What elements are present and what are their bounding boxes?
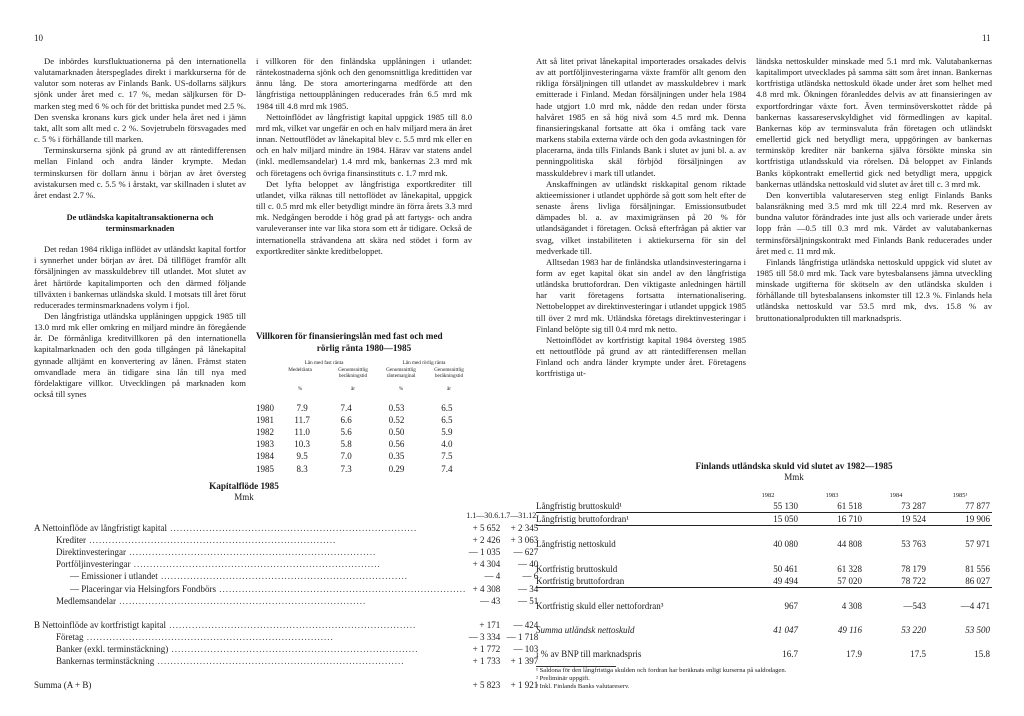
table-row [536, 500, 992, 513]
row-label: Medlemsandelar [56, 595, 116, 606]
table-cell: 5.8 [340, 439, 352, 450]
table-cell: + 5 652 [472, 523, 501, 534]
table-cell: 8.3 [296, 463, 308, 474]
debt-table-unit: Mmk [784, 472, 804, 482]
column-header: Medelränta [288, 367, 312, 373]
table-cell: 7.0 [340, 451, 352, 462]
unit-label: år [446, 386, 452, 392]
paragraph: ländska nettoskulder minskade med 5.1 mrd mk. Valutabankernas kapitalimport utvecklades på samma sätt som året innan. Bankernas kortfristiga utländska nettoskuld ökade under året som helhet med 4.8 mrd mk. Ökningen föranleddes delvis av att finansieringen av exportfordringar växte fort. Även terminsöverskottet rådde på bankernas kassareservskyldighet vid förmedlingen av kapital. Bankernas köp av terminsvaluta från företagen och utländskt emellertid gick ned betydligt mera, uppgöringen av bankernas terminsköp krediter när bankerna själva försökte minska sin kortfristiga utlandsskuld via rörelsen. Då beloppet av Finlands Banks köpkontrakt emellertid gick ned betydligt mera, uppgick bankernas utländska nettoskuld vid slutet av året till c. 3 mrd mk. [756, 56, 992, 189]
rate-table-block [256, 330, 472, 475]
table-cell: 0.29 [388, 463, 405, 474]
table-cell: 61 328 [837, 563, 862, 574]
row-label: Kortfristig skuld eller nettofordran³ [536, 600, 664, 611]
table-cell: + 1 733 [472, 656, 501, 667]
row-label: Långfristig nettoskuld [536, 539, 616, 550]
paragraph: De inbördes kursfluktuationerna på den internationella valutamarknaden återspeglades direkt i markkurserna för de valutor som noteras av Finlands Bank. US-dollarns säljkurs sjönk under året med c. 17 %, medan säljkursen för D-marken steg med 6 % och för det brittiska pundet med 2.5 %. Den svenska kronans kurs gick under hela året ned i jämn takt, allt som allt med c. 2 %. Sovjetrubeln försvagades med c. 5 % i förhållande till marken. [34, 56, 246, 145]
capital-flow-unit: Mmk [234, 492, 254, 502]
table-row: Krediter ............................................................................ + 2 426 + 3 063 [56, 535, 539, 546]
table-row [256, 462, 472, 474]
table-cell: 16 710 [800, 513, 864, 526]
rate-table-title: rörlig ränta 1980—1985 [316, 343, 412, 353]
table-cell: 7.5 [441, 451, 453, 462]
table-cell: 11.0 [294, 427, 310, 438]
table-row [256, 438, 472, 450]
left-column-1 [34, 56, 246, 400]
table-cell: 11.7 [294, 415, 310, 426]
table-row [536, 562, 992, 574]
right-column-2 [756, 56, 992, 324]
table-cell: — 40 [517, 559, 539, 570]
table-cell: 19 906 [928, 513, 992, 526]
table-cell: 15 050 [736, 513, 800, 526]
table-cell: — 627 [513, 547, 539, 558]
footnote: ¹ Saldona för den långfristiga skulden och fordran har beräknats enligt kurserna på saldodagen. [536, 667, 787, 675]
table-row [536, 600, 992, 612]
capital-flow-title: Kapitalflöde 1985 [209, 481, 279, 491]
table-row: B Nettoinflöde av kortfristigt kapital ............................................................................ + 171 — 424 [34, 619, 539, 630]
unit-label: år [350, 386, 356, 392]
row-label: Kortfristig bruttoskuld [536, 563, 618, 574]
row-label: Banker (exkl. terminstäckning) [56, 643, 169, 654]
table-cell: 77 877 [928, 500, 992, 513]
row-label: Summa utländsk nettoskuld [536, 624, 635, 635]
table-cell: 0.56 [388, 439, 405, 450]
table-cell: 57 971 [965, 539, 990, 550]
table-cell: — 1 718 [506, 631, 539, 642]
table-cell: + 2 426 [472, 535, 501, 546]
table-cell: — 6 [522, 571, 539, 582]
section-heading: De utländska kapitaltransaktionerna och terminsmarknaden [66, 213, 214, 234]
column-header: 1983 [825, 491, 839, 499]
column-group-label: Lån med fast ränta [304, 360, 344, 366]
footnote: ² Preliminär uppgift. [536, 675, 590, 683]
column-header [34, 508, 466, 522]
row-label: Direktinvesteringar [56, 547, 126, 558]
table-cell: 16.7 [782, 649, 798, 660]
table-cell: 50 461 [773, 563, 798, 574]
table-cell: 7.3 [340, 463, 352, 474]
table-cell: 17.5 [910, 649, 926, 660]
column-header: Genomsnittlig beräkningstid [434, 367, 464, 379]
table-row [34, 679, 538, 691]
table-cell: 0.53 [388, 403, 405, 414]
table-cell: + 171 [479, 619, 501, 630]
paragraph: Den konvertibla valutareserven steg enligt Finlands Banks balansräkning med 3.5 mrd mk till 22.4 mrd mk. Reserven av bundna valutor förändrades inte just alls och varierade under årets lopp från —0.5 till 0.3 mrd mk. Värdet av valutabankernas terminsförsäljningskontrakt med Finlands Bank reducerades under året med c. 11 mrd mk. [756, 189, 992, 256]
table-cell: 86 027 [928, 575, 992, 588]
capital-flow-block [34, 480, 539, 691]
table-cell: + 2 345 [510, 523, 539, 534]
unit-label: % [398, 386, 404, 392]
column-header: 1982 [761, 491, 775, 499]
paragraph: Terminskurserna sjönk på grund av att räntedifferensen mellan Finland och andra länder krympte. Medan terminskursen för dollarn ännu i början av året översteg avistakursen med c. 5.5 % i årstakt, var skillnaden i slutet av året endast 2.7 %. [34, 145, 246, 200]
column-header: 1.1—30.6. [466, 510, 501, 520]
table-cell: — 3 334 [468, 631, 501, 642]
table-row: Bankernas terminstäckning ............................................................................ + 1 733 + 1 397 [56, 656, 539, 667]
table-cell: — 34 [517, 583, 539, 594]
table-cell: + 4 304 [472, 559, 501, 570]
table-cell: + 1 397 [510, 656, 539, 667]
paragraph: Det lyfta beloppet av långfristiga exportkrediter till utlandet, vilka räknas till nettoflödet av lånekapital, uppgick till c. 0.5 mrd mk eller betydligt mindre än förra årets 3.3 mrd mk. Nedgången berodde i hög grad på att fartygs- och andra varuleveranser inte var lika stora som ett år tidigare. Också de internationella stråvandena att skära ned stödet i form av exportkrediter sänkte kreditbeloppet. [256, 178, 472, 256]
table-cell: 17.9 [846, 649, 862, 660]
table-cell: 7.9 [296, 403, 308, 414]
table-cell: — 103 [513, 643, 539, 654]
table-cell: + 5 823 [472, 680, 501, 691]
rate-table-header [256, 360, 472, 402]
row-label: A Nettoinflöde av långfristigt kapital [34, 523, 167, 534]
left-column-2 [256, 56, 472, 257]
paragraph: Alltsedan 1983 har de finländska utlandsinvesteringarna i form av eget kapital ökat sin andel av den långfristiga utländska bruttofordran. Den viktigaste anledningen härtill har varit företagens fortsatta internationalisering. Nettobeloppet av direktinvesteringar i utlandet uppgick 1985 till över 2 mrd mk. Utländska företags direktinvesteringar i Finland belöpte sig till 0.4 mrd mk netto. [536, 256, 746, 334]
page-number-right: 11 [982, 33, 991, 43]
table-cell: 15.8 [974, 649, 990, 660]
table-cell: 49 116 [837, 624, 862, 635]
table-cell: — 43 [479, 595, 501, 606]
paragraph: Det redan 1984 rikliga inflödet av utländskt kapital fortfor i synnerhet under början av året. Då tillflöget framför allt försäljningen av masskuldebrev till utlandet. Mot slutet av året hårtörde kapitalimporten och den därmed följande tillväxten i bankernas utländska skuld. I motsats till året förut reducerades terminsmarknadens volym i fjol. [34, 244, 246, 310]
table-cell: 40 080 [773, 539, 798, 550]
row-label: Långfristig bruttoskuld¹ [536, 500, 736, 513]
table-cell: 0.35 [388, 451, 405, 462]
table-cell: 73 287 [864, 500, 928, 513]
table-row: — Emissioner i utlandet ............................................................................ — 4 — 6 [70, 571, 539, 582]
row-label: Företag [56, 631, 84, 642]
table-cell: 1983 [256, 439, 274, 450]
column-header: 1985¹ [952, 491, 968, 499]
table-cell: + 1 772 [472, 643, 501, 654]
right-column-1 [536, 56, 746, 380]
capital-flow-table [34, 508, 538, 691]
table-cell: 0.52 [388, 415, 405, 426]
column-header: Genomsnittlig beräkningstid [338, 367, 368, 379]
table-cell: 5.9 [441, 427, 453, 438]
table-cell: 78 179 [901, 563, 926, 574]
table-cell: 78 722 [864, 575, 928, 588]
row-label: B Nettoinflöde av kortfristigt kapital [34, 619, 166, 630]
rate-table-title: Villkoren för finansieringslån med fast och med [256, 331, 443, 341]
table-cell: — 1 035 [468, 547, 501, 558]
row-label: Bankernas terminstäckning [56, 656, 155, 667]
paragraph: Den långfristiga utländska upplåningen uppgick 1985 till 13.0 mrd mk eller omkring en miljard mindre än föregående år. De förmånliga kreditvillkoren på den internationella kapitalmarknaden och den goda tillgången på lånekapital gynnade alltjämt en konvertering av lånen. Främst staten omvandlade mera än tidigare sina lån till nya med fördelaktigare villkor. Utvecklingen på marknaden kom också till synes [34, 310, 246, 400]
table-header-row [34, 508, 538, 522]
table-cell: 5.6 [340, 427, 352, 438]
table-cell: 1981 [256, 415, 274, 426]
column-header: 1984 [889, 491, 903, 499]
table-cell: —4 471 [960, 600, 990, 611]
table-cell: 53 500 [965, 624, 990, 635]
row-label: i % av BNP till marknadspris [536, 649, 642, 660]
row-label: Långfristig bruttofordran¹ [536, 513, 736, 526]
table-row [256, 414, 472, 426]
table-row: Företag ............................................................................ — 3 334 — 1 718 [56, 631, 539, 642]
table-cell: + 4 308 [472, 583, 501, 594]
table-cell: — 51 [517, 595, 539, 606]
table-row [256, 402, 472, 414]
table-cell: 49 494 [736, 575, 800, 588]
table-row [256, 450, 472, 462]
column-header: 1.7—31.12. [500, 510, 539, 520]
table-cell: 53 763 [901, 539, 926, 550]
table-cell: 6.6 [340, 415, 352, 426]
paragraph: Finlands långfristiga utländska nettoskuld uppgick vid slutet av 1985 till 58.0 mrd mk. Tack vare bytesbalansens jämna utveckling minskade utgifterna för skötseln av den utländska skulden i förhållande till bytesbalansens inkomster till 12.3 %. Finlands hela utländska nettoskuld var 53.5 mrd mk, dvs. 15.8 % av bruttonationalprodukten till marknadspris. [756, 256, 992, 323]
table-row [536, 575, 992, 588]
column-header: Genomsnittlig räntemarginal [386, 367, 416, 379]
table-cell: + 1 921 [510, 680, 539, 691]
table-cell: —543 [903, 600, 926, 611]
table-cell: 967 [784, 600, 798, 611]
table-cell: + 3 063 [510, 535, 539, 546]
table-cell: 7.4 [340, 403, 352, 414]
table-row: — Placeringar via Helsingfors Fondbörs ............................................................................ + 4 308 — 34 [70, 583, 539, 594]
column-group-label: Lån med rörlig ränta [402, 360, 446, 366]
table-cell: — 424 [513, 619, 539, 630]
footnote: ³ Inkl. Finlands Banks valutareserv. [536, 683, 630, 691]
paragraph: Nettoinflödet av kortfristigt kapital 1984 översteg 1985 ett nettoutflöde på grund av att räntedifferensen mellan Finland och andra länder krympte under året. Företagens kortfristiga ut- [536, 334, 746, 379]
table-cell: 53 220 [901, 624, 926, 635]
table-row [536, 648, 992, 660]
row-label: Portföljinvesteringar [56, 559, 131, 570]
table-row: Direktinvesteringar ............................................................................ — 1 035 — 627 [56, 547, 539, 558]
table-row: A Nettoinflöde av långfristigt kapital ............................................................................ + 5 652 + 2 345 [34, 523, 539, 534]
table-cell: 19 524 [864, 513, 928, 526]
table-cell: 6.5 [441, 403, 453, 414]
unit-label: % [297, 386, 303, 392]
row-label: Krediter [56, 535, 86, 546]
paragraph: Att så litet privat lånekapital importerades orsakades delvis av att portföljinvesteringarna växte framför allt genom den rikliga försäljningen till utlandet av masskuldebrev i mark emitterade i Finland. Medan försäljningen under hela 1984 hade utgjort 1.0 mrd mk, nådde den redan under första halvåret 1985 en så hög nivå som 4.5 mrd mk. Denna finansieringskanal fortsatte att öka i omfång tack vare markens stabila externa värde och den goda avkastningen för placerarna, ända tills Finlands Bank i slutet av juni bl. a. av penningpolitiska skäl förbjöd försäljningen av masskuldebrev i mark till utlandet. [536, 56, 746, 178]
table-cell: 7.4 [441, 463, 453, 474]
debt-table-block [536, 460, 992, 691]
table-row [256, 426, 472, 438]
rate-table [256, 402, 472, 475]
table-row [536, 538, 992, 550]
paragraph: Anskaffningen av utländskt riskkapital genom riktade aktieemissioner i utlandet upphörde så gott som helt efter de senaste årens livliga försäljningar. Emissionsutbudet dämpades bl. a. av maximigränsen på 20 % för utlandsägandet i företagen. Också efterfrågan på aktier var svag, vilket instabiliteten i aktiekurserna för sin del medverkade till. [536, 178, 746, 256]
table-row: Medlemsandelar ............................................................................ — 43 — 51 [56, 595, 539, 606]
table-cell: 0.50 [388, 427, 405, 438]
table-cell: 4 308 [841, 600, 862, 611]
table-cell: 81 556 [965, 563, 990, 574]
table-cell: 1984 [256, 451, 274, 462]
table-row [536, 624, 992, 636]
page-number-left: 10 [34, 33, 43, 43]
debt-table [536, 490, 992, 660]
row-label: Kortfristig bruttofordran [536, 575, 736, 588]
table-cell: 4.0 [441, 439, 453, 450]
table-row: Banker (exkl. terminstäckning) ............................................................................ + 1 772 — 103 [56, 643, 539, 654]
table-cell: 1980 [256, 403, 274, 414]
table-cell: 41 047 [773, 624, 798, 635]
row-label: — Placeringar via Helsingfors Fondbörs [70, 583, 216, 594]
table-cell: 61 518 [800, 500, 864, 513]
table-cell: 6.5 [441, 415, 453, 426]
table-cell: — 4 [484, 571, 501, 582]
table-row [536, 513, 992, 526]
table-cell: 57 020 [800, 575, 864, 588]
row-label: — Emissioner i utlandet [70, 571, 158, 582]
table-cell: 1982 [256, 427, 274, 438]
table-row: Portföljinvesteringar ............................................................................ + 4 304 — 40 [56, 559, 539, 570]
table-cell: 1985 [256, 463, 274, 474]
paragraph: i villkoren för den finländska upplåningen i utlandet: räntekostnaderna sjönk och den genomsnittliga kredittiden var ännu lång. De stora amorteringarna medförde att den långfristiga nettoupplåningen reducerades från 6.5 mrd mk 1984 till 4.8 mrd mk 1985. [256, 56, 472, 111]
table-cell: 44 808 [837, 539, 862, 550]
paragraph: Nettoinflödet av långfristigt kapital uppgick 1985 till 8.0 mrd mk, vilket var ungefär en och en halv miljard mera än året innan. Nettoutflödet av lånekapital blev c. 5.5 mrd mk eller en och en halv miljard mindre än 1984. Härav var statens andel (inkl. medlemsandelar) 1.4 mrd mk, bankernas 2.3 mrd mk och företagens och övriga finansinstituts c. 1.7 mrd mk. [256, 111, 472, 178]
table-cell: 55 130 [736, 500, 800, 513]
row-label: Summa (A + B) [34, 680, 92, 691]
table-cell: 9.5 [296, 451, 308, 462]
debt-table-title: Finlands utländska skuld vid slutet av 1982—1985 [695, 461, 893, 471]
table-cell: 10.3 [294, 439, 310, 450]
